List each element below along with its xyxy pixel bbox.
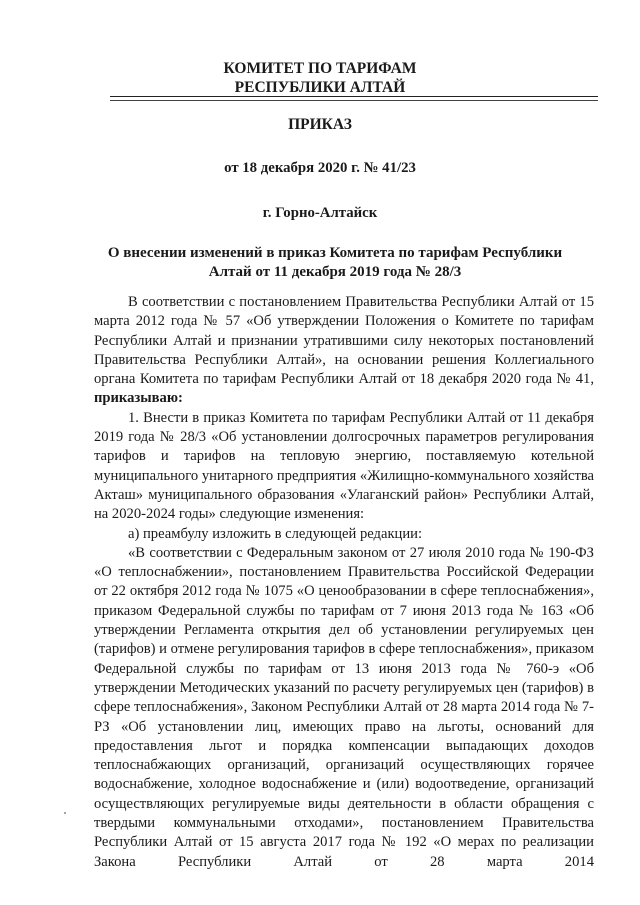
header-rule-thin <box>110 100 598 101</box>
document-body <box>94 293 594 872</box>
paragraph-item-a: а) преамбулу изложить в следующей редакции: <box>128 525 423 542</box>
paragraph-preamble-text: В соответствии с постановлением Правительства Республики Алтай от 15 марта 2012 года № 57 «Об утверждении Положения о Комитете по тарифам Республики Алтай и признании утратившими силу некоторых постановлений Правительства Республики Алтай», на основании решения Коллегиального органа Комитета по тарифам Республики Алтай от 18 декабря 2020 года № 41, <box>94 294 594 388</box>
org-name-line1: КОМИТЕТ ПО ТАРИФАМ <box>223 60 417 77</box>
scan-speck <box>64 812 66 814</box>
document-city: г. Горно-Алтайск <box>262 205 378 221</box>
org-name-line2: РЕСПУБЛИКИ АЛТАЙ <box>234 79 406 96</box>
paragraph-item-1: 1. Внести в приказ Комитета по тарифам Республики Алтай от 11 декабря 2019 года № 28/3 «Об установлении долгосрочных параметров регулирования тарифов и тарифов на тепловую энергию, поставляемую котельной муниципального унитарного предприятия «Жилищно-коммунального хозяйства Акташ» муниципального образования «Улаганский район» Республики Алтай, на 2020-2024 годы» следующие изменения: <box>94 409 594 523</box>
document-title: О внесении изменений в приказ Комитета по тарифам Республики Алтай от 11 декабря 2019 года № 28/3 <box>107 245 563 280</box>
document-type: ПРИКАЗ <box>288 116 352 133</box>
paragraph-preamble <box>94 293 594 409</box>
header-rule-thick <box>110 96 598 97</box>
paragraph-new-preamble: «В соответствии с Федеральным законом от 27 июля 2010 года № 190-ФЗ «О теплоснабжении», постановлением Правительства Российской Федерации от 22 октября 2012 года № 1075 «О ценообразовании в сфере теплоснабжения», приказом Федеральной службы по тарифам от 7 июня 2013 года № 163 «Об утверждении Регламента открытия дел об установлении регулируемых цен (тарифов) и отмене регулирования тарифов в сфере теплоснабжения», приказом Федеральной службы по тарифам от 13 июня 2013 года № 760-э «Об утверждении Методических указаний по расчету регулируемых цен (тарифов) в сфере теплоснабжения», Законом Республики Алтай от 28 марта 2014 года № 7-РЗ «Об установлении лиц, имеющих право на льготы, оснований для предоставления льгот и порядка компенсации выпадающих доходов теплоснабжающих организаций, организаций осуществляющих горячее водоснабжение, холодное водоснабжение и (или) водоотведение, организаций осуществляющих регулируемые виды деятельности в области обращения с твердыми коммунальными отходами», постановлением Правительства Республики Алтай от 15 августа 2017 года № 192 «О мерах по реализации Закона Республики Алтай от 28 марта 2014 <box>94 544 594 870</box>
document-date-number: от 18 декабря 2020 г. № 41/23 <box>224 160 416 176</box>
order-keyword: приказываю: <box>94 390 183 407</box>
